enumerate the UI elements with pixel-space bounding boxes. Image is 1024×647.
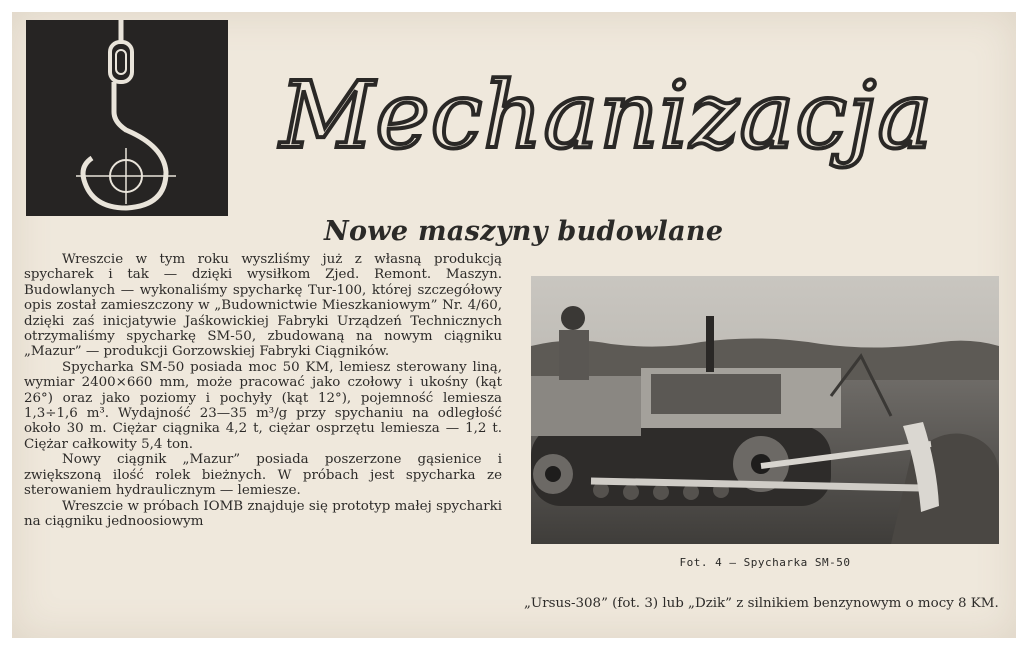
article-paragraph: Wreszcie w próbach IOMB znajduje się prototyp małej spycharki na ciągniku jednoosiowym [24,498,502,529]
bulldozer-illustration [531,276,999,544]
continuation-text: „Ursus-308” (fot. 3) lub „Dzik” z silnikiem benzynowym o mocy 8 KM. [524,596,999,611]
logo-block [26,20,228,216]
article-continuation [524,596,1002,611]
article-body-left-column [24,252,502,529]
article-paragraph: Nowy ciągnik „Mazur” posiada poszerzone gąsienice i zwiększoną ilość rolek bieżnych. W próbach jest spycharka ze sterowaniem hydraulicznym — lemiesze. [24,452,502,499]
article-headline: Nowe maszyny budowlane [324,216,724,247]
masthead-title: Mechanizacja [280,62,934,169]
bulldozer-photo [531,276,999,544]
article-paragraph: Wreszcie w tym roku wyszliśmy już z własną produkcją spycharek i tak — dzięki wysiłkom Zjed. Remont. Maszyn. Budowlanych — wykonaliśmy spycharkę Tur-100, której szczegółowy opis został zamieszczony w „Budownictwie Mieszkaniowym” Nr. 4/60, dzięki zaś inicjatywie Jaśkowickiej Fabryki Urządzeń Technicznych otrzymaliśmy spycharkę SM-50, zbudowaną na nowym ciągniku „Mazur” — produkcji Gorzowskiej Fabryki Ciągników. [24,252,502,360]
crane-hook-icon [26,20,228,216]
photo-caption: Fot. 4 — Spycharka SM-50 [679,556,851,569]
newspaper-page [12,12,1016,638]
article-paragraph: Spycharka SM-50 posiada moc 50 KM, lemiesz sterowany liną, wymiar 2400×660 mm, może pracować jako czołowy i ukośny (kąt 26°) oraz jako poziomy i pochyły (kąt 12°), pojemność lemiesza 1,3÷1,6 m³. Wydajność 23—35 m³/g przy spychaniu na odległość około 30 m. Ciężar ciągnika 4,2 t, ciężar osprzętu lemiesza — 1,2 t. Ciężar całkowity 5,4 ton. [24,359,502,452]
